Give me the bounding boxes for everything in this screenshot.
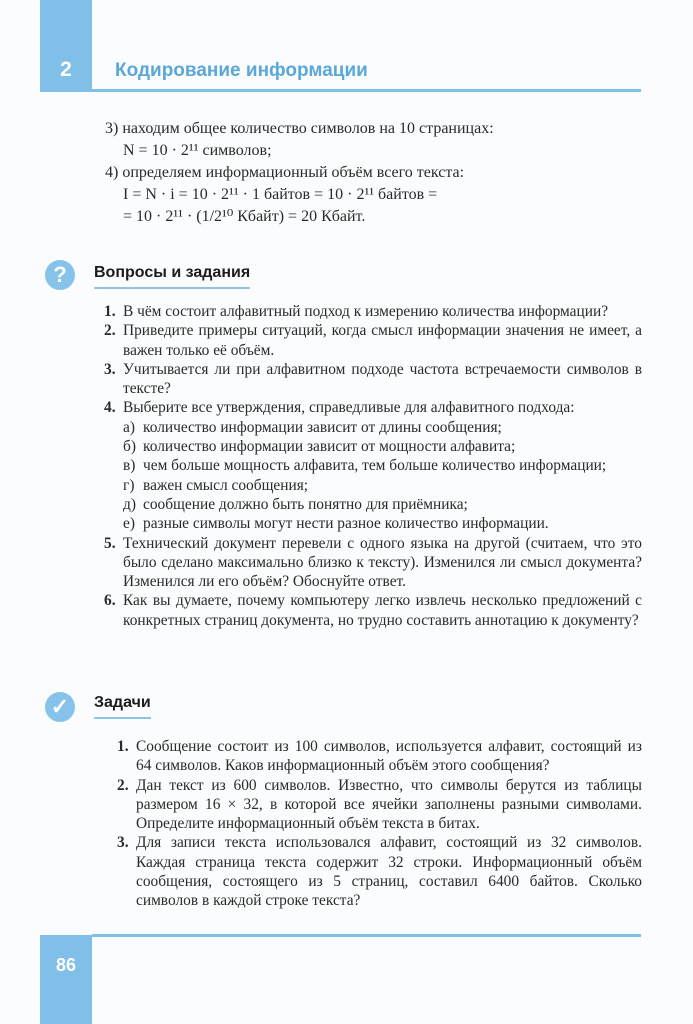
item-number: 1. xyxy=(104,303,116,320)
item-number: 6. xyxy=(104,592,116,610)
step-text: определяем информационный объём всего текста: xyxy=(122,164,465,181)
option xyxy=(123,476,642,495)
option xyxy=(123,418,642,437)
item-text: Выберите все утверждения, справедливые для алфавитного подхода: xyxy=(123,399,575,417)
item-text: Для записи текста использовался алфавит, состоящий из 32 символов. Каждая страница текста содержит 32 строки. Информационный объём сообщения, состоящего из 5 страниц, составил 6400 байтов. Сколько символов в каждой строке текста? xyxy=(136,834,642,910)
option-text: разные символы могут нести разное количество информации. xyxy=(143,515,549,533)
item-text: Учитывается ли при алфавитном подходе частота встречаемости символов в тексте? xyxy=(123,360,642,398)
list-item xyxy=(117,833,642,910)
item-number: 4. xyxy=(104,399,116,417)
solution-steps xyxy=(105,118,645,228)
option-letter: г) xyxy=(123,476,135,494)
item-text: Как вы думаете, почему компьютеру легко извлечь несколько предложений с конкретных страниц документа, но трудно составить аннотацию к документу? xyxy=(123,592,642,629)
option xyxy=(123,456,642,475)
list-item xyxy=(117,737,642,776)
item-number: 3. xyxy=(117,834,129,852)
question-icon: ? xyxy=(45,260,75,290)
formula: I = N · i = 10 · 2¹¹ · 1 байтов = 10 · 2¹¹ байтов = xyxy=(123,186,438,203)
page-number-tab xyxy=(40,935,92,1024)
item-number: 2. xyxy=(117,776,129,794)
option-text: количество информации зависит от мощности алфавита; xyxy=(143,438,516,456)
checkmark-icon: ✓ xyxy=(45,692,75,722)
item-text: В чём состоит алфавитный подход к измерению количества информации? xyxy=(123,303,609,320)
formula: N = 10 · 2¹¹ символов; xyxy=(123,142,272,159)
item-number: 5. xyxy=(104,534,116,552)
step-label: 3) xyxy=(105,120,119,137)
page-number: 86 xyxy=(55,955,77,975)
header-divider xyxy=(92,89,641,92)
item-text: Дан текст из 600 символов. Известно, что символы берутся из таблицы размером 16 × 32, в которой все ячейки заполнены разными символами. Определите информационный объём текста в битах. xyxy=(136,776,642,833)
section-title-tasks: Задачи xyxy=(94,694,151,719)
solution-step xyxy=(105,118,645,162)
option-text: чем больше мощность алфавита, тем больше количество информации; xyxy=(143,457,607,475)
item-text: Технический документ перевели с одного языка на другой (считаем, что это было сделано максимально близко к тексту). Изменился ли смысл документа? Изменился ли его объём? Обоснуйте ответ. xyxy=(123,534,642,591)
option-text: количество информации зависит от длины сообщения; xyxy=(143,418,502,436)
chapter-number: 2 xyxy=(60,58,72,81)
tasks-list xyxy=(117,737,642,911)
option-letter: е) xyxy=(123,515,135,533)
step-text: находим общее количество символов на 10 страницах: xyxy=(122,120,494,137)
option-letter: в) xyxy=(123,457,136,475)
section-title-questions: Вопросы и задания xyxy=(94,264,250,289)
solution-step xyxy=(105,162,645,228)
option-letter: д) xyxy=(123,495,136,513)
list-item xyxy=(117,776,642,834)
option xyxy=(123,437,642,456)
list-item xyxy=(104,398,642,533)
chapter-title: Кодирование информации xyxy=(115,60,368,81)
option xyxy=(123,514,642,533)
option-letter: б) xyxy=(123,438,136,456)
list-item xyxy=(104,534,642,592)
item-text: Приведите примеры ситуаций, когда смысл информации значения не имеет, а важен только её объём. xyxy=(123,322,642,359)
item-number: 2. xyxy=(104,322,116,340)
footer-divider xyxy=(92,934,641,937)
option-text: сообщение должно быть понятно для приёмника; xyxy=(143,495,468,513)
item-text: Сообщение состоит из 100 символов, используется алфавит, состоящий из 64 символов. Каков информационный объём этого сообщения? xyxy=(136,738,642,775)
item-number: 3. xyxy=(104,360,116,378)
list-item xyxy=(104,321,642,360)
option-letter: а) xyxy=(123,418,135,436)
list-item xyxy=(104,591,642,630)
list-item xyxy=(104,360,642,399)
questions-list xyxy=(104,302,642,630)
formula: = 10 · 2¹¹ · (1/2¹⁰ Кбайт) = 20 Кбайт. xyxy=(123,208,366,225)
option xyxy=(123,495,642,514)
option-text: важен смысл сообщения; xyxy=(143,476,309,494)
step-label: 4) xyxy=(105,164,119,181)
list-item xyxy=(104,302,642,321)
item-number: 1. xyxy=(117,738,129,755)
